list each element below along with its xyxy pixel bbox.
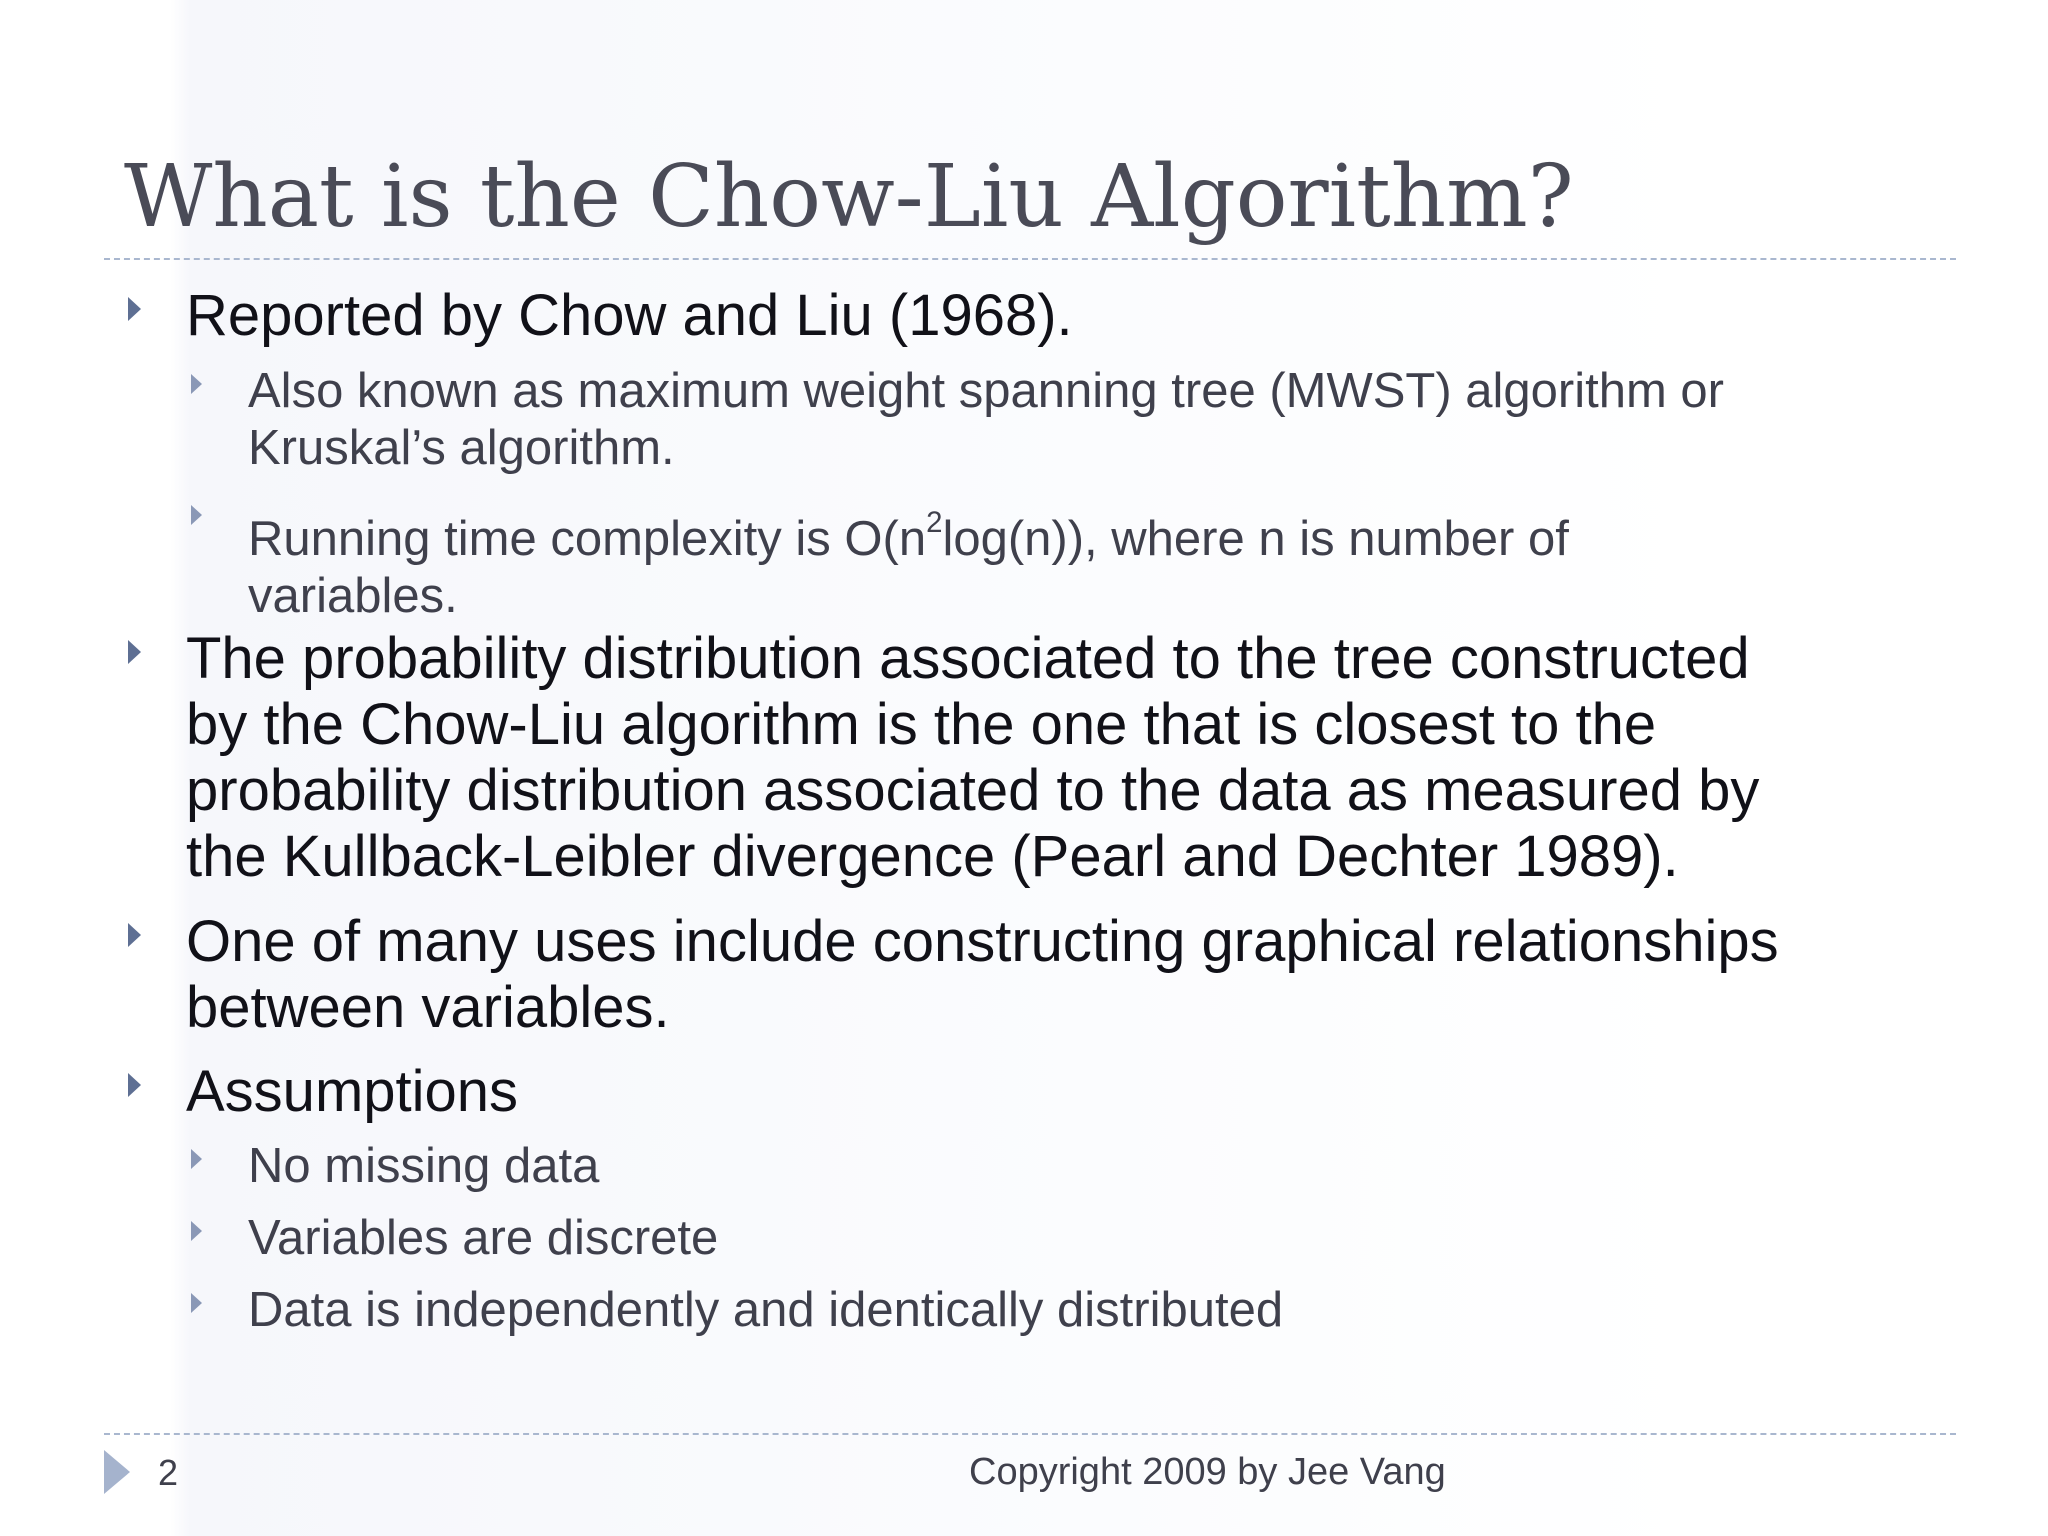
assumption-2: [248, 1210, 718, 1267]
title-divider: [104, 258, 1956, 260]
sub-bullet-2-line-1: [248, 494, 1569, 568]
sub-bullet-1-line-2: Kruskal’s algorithm.: [248, 421, 675, 475]
sub-bullet-arrow-icon: [191, 1293, 202, 1313]
assumption-1-text: No missing data: [248, 1139, 600, 1193]
bullet-4: [186, 1059, 518, 1125]
complexity-text-start: Running time complexity is O(n: [248, 511, 927, 566]
bullet-3-line-2: between variables.: [186, 975, 670, 1040]
bullet-2-line-4: the Kullback-Leibler divergence (Pearl and Dechter 1989).: [186, 824, 1679, 889]
assumption-3-text: Data is independently and identically distributed: [248, 1283, 1284, 1337]
page-number: 2: [158, 1452, 179, 1493]
sub-bullet-arrow-icon: [191, 505, 202, 525]
sub-bullet-1: [248, 363, 1724, 477]
assumption-1: [248, 1138, 599, 1195]
bullet-3-line-1: One of many uses include constructing graphical relationships: [186, 909, 1779, 974]
bullet-1-line-1: Reported by Chow and Liu (1968).: [186, 283, 1073, 348]
bullet-2: [186, 626, 1759, 890]
bullet-1: [186, 283, 1073, 349]
footer-divider: [104, 1433, 1956, 1435]
sub-bullet-1-line-1: Also known as maximum weight spanning tree (MWST) algorithm or: [248, 364, 1724, 418]
exponent: 2: [926, 506, 943, 539]
bullet-2-line-2: by the Chow-Liu algorithm is the one that is closest to the: [186, 692, 1657, 757]
bullet-arrow-icon: [128, 923, 141, 947]
sub-bullet-arrow-icon: [191, 1221, 202, 1241]
bullet-2-line-3: probability distribution associated to the data as measured by: [186, 758, 1760, 823]
assumption-2-text: Variables are discrete: [248, 1211, 719, 1265]
bullet-arrow-icon: [128, 640, 141, 664]
sub-bullet-2: [248, 494, 1569, 625]
footer-triangle-icon: [104, 1450, 130, 1494]
sub-bullet-2-line-2: variables.: [248, 568, 458, 623]
sub-bullet-arrow-icon: [191, 1149, 202, 1169]
slide-title: What is the Chow-Liu Algorithm?: [124, 147, 1574, 247]
bullet-4-line-1: Assumptions: [186, 1059, 519, 1124]
assumption-3: [248, 1282, 1283, 1339]
copyright-text: Copyright 2009 by Jee Vang: [969, 1451, 1446, 1493]
sub-bullet-arrow-icon: [191, 374, 202, 394]
bullet-3: [186, 909, 1779, 1041]
bullet-arrow-icon: [128, 1073, 141, 1097]
bullet-2-line-1: The probability distribution associated to the tree constructed: [186, 626, 1750, 691]
complexity-text-end: log(n)), where n is number of: [942, 511, 1569, 566]
bullet-arrow-icon: [128, 297, 141, 321]
